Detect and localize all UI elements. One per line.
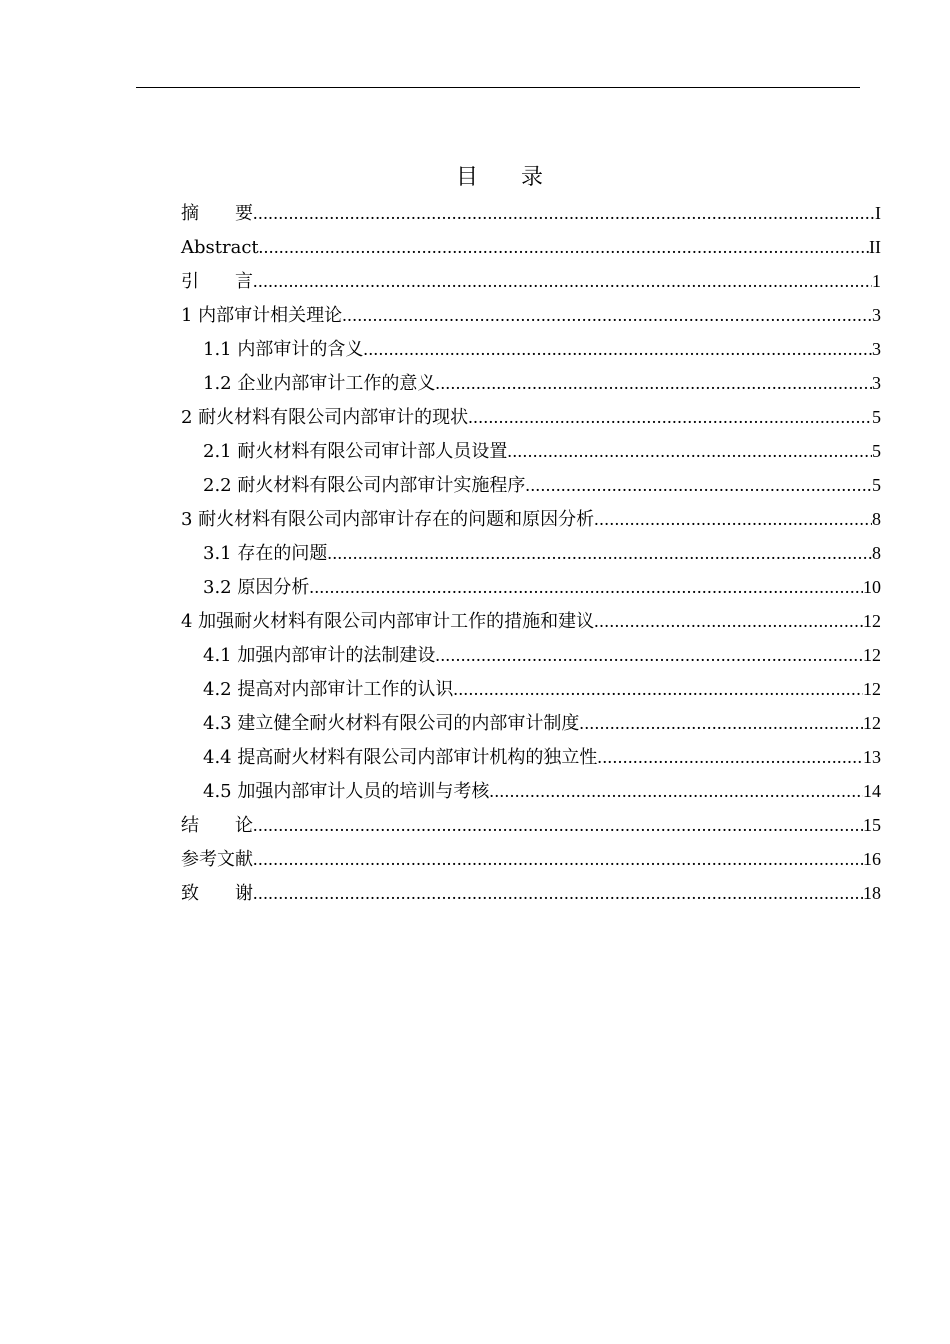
toc-entry-page: 5 xyxy=(872,407,881,427)
toc-entry-chapter-3[interactable] xyxy=(181,502,881,536)
toc-leader xyxy=(594,604,863,638)
toc-entry-section-3-2[interactable] xyxy=(181,570,881,604)
toc-entry-label: 4.2 提高对内部审计工作的认识 xyxy=(203,679,454,700)
toc-entry-label: 摘 要 xyxy=(181,203,253,224)
toc-entry-section-4-4[interactable] xyxy=(181,740,881,774)
toc-entry-section-4-2[interactable] xyxy=(181,672,881,706)
toc-entry-page: 3 xyxy=(872,305,881,325)
table-of-contents xyxy=(181,196,881,910)
toc-leader xyxy=(435,366,872,400)
toc-entry-page: 13 xyxy=(863,747,881,767)
toc-entry-section-1-1[interactable] xyxy=(181,332,881,366)
toc-leader xyxy=(253,264,872,298)
toc-entry-label: 结 论 xyxy=(181,815,253,836)
toc-entry-section-2-1[interactable] xyxy=(181,434,881,468)
toc-leader xyxy=(489,774,863,808)
toc-entry-label: 3.2 原因分析 xyxy=(203,577,310,598)
toc-leader xyxy=(259,230,869,264)
toc-entry-label: 4.4 提高耐火材料有限公司内部审计机构的独立性 xyxy=(203,747,598,768)
toc-entry-acknowledgements[interactable] xyxy=(181,876,881,910)
toc-entry-chapter-1[interactable] xyxy=(181,298,881,332)
toc-entry-label: 3 耐火材料有限公司内部审计存在的问题和原因分析 xyxy=(181,509,595,530)
toc-entry-introduction[interactable] xyxy=(181,264,881,298)
toc-entry-page: II xyxy=(869,237,881,257)
toc-title-part-1: 目 xyxy=(455,165,479,190)
toc-entry-section-4-1[interactable] xyxy=(181,638,881,672)
toc-entry-page: 8 xyxy=(872,509,881,529)
toc-entry-label: Abstract xyxy=(181,237,259,258)
toc-entry-page: 12 xyxy=(863,713,881,733)
toc-leader xyxy=(435,638,863,672)
toc-entry-abstract-cn[interactable] xyxy=(181,196,881,230)
toc-entry-section-4-5[interactable] xyxy=(181,774,881,808)
toc-entry-page: 5 xyxy=(872,475,881,495)
toc-leader xyxy=(253,808,863,842)
toc-entry-label: 4 加强耐火材料有限公司内部审计工作的措施和建议 xyxy=(181,611,595,632)
toc-entry-page: 12 xyxy=(863,645,881,665)
toc-entry-section-4-3[interactable] xyxy=(181,706,881,740)
toc-entry-page: 12 xyxy=(863,611,881,631)
toc-entry-label: 1.1 内部审计的含义 xyxy=(203,339,364,360)
toc-leader xyxy=(309,570,863,604)
header-rule xyxy=(136,87,860,88)
toc-entry-page: 16 xyxy=(863,849,881,869)
toc-entry-chapter-4[interactable] xyxy=(181,604,881,638)
toc-leader xyxy=(468,400,872,434)
toc-entry-label: 4.3 建立健全耐火材料有限公司的内部审计制度 xyxy=(203,713,580,734)
toc-entry-page: 18 xyxy=(863,883,881,903)
toc-entry-section-2-2[interactable] xyxy=(181,468,881,502)
toc-entry-page: 12 xyxy=(863,679,881,699)
toc-leader xyxy=(253,842,863,876)
toc-entry-label: 引 言 xyxy=(181,271,253,292)
toc-leader xyxy=(327,536,872,570)
toc-leader xyxy=(453,672,863,706)
toc-entry-label: 4.1 加强内部审计的法制建设 xyxy=(203,645,436,666)
toc-entry-label: 2.1 耐火材料有限公司审计部人员设置 xyxy=(203,441,508,462)
toc-entry-page: 3 xyxy=(872,339,881,359)
toc-title-part-2: 录 xyxy=(521,165,545,190)
toc-entry-section-1-2[interactable] xyxy=(181,366,881,400)
toc-entry-page: 3 xyxy=(872,373,881,393)
toc-entry-page: 5 xyxy=(872,441,881,461)
toc-leader xyxy=(253,876,863,910)
toc-entry-page: 1 xyxy=(872,271,881,291)
toc-entry-label: 参考文献 xyxy=(181,849,253,870)
toc-leader xyxy=(342,298,872,332)
toc-leader xyxy=(594,502,872,536)
toc-leader xyxy=(253,196,875,230)
toc-leader xyxy=(597,740,863,774)
toc-entry-page: I xyxy=(875,203,881,223)
toc-leader xyxy=(507,434,872,468)
toc-title xyxy=(0,160,950,196)
toc-entry-label: 2 耐火材料有限公司内部审计的现状 xyxy=(181,407,469,428)
toc-entry-page: 10 xyxy=(863,577,881,597)
toc-entry-label: 2.2 耐火材料有限公司内部审计实施程序 xyxy=(203,475,526,496)
toc-leader xyxy=(363,332,872,366)
toc-entry-page: 15 xyxy=(863,815,881,835)
toc-entry-label: 1 内部审计相关理论 xyxy=(181,305,343,326)
toc-leader xyxy=(525,468,872,502)
toc-entry-label: 1.2 企业内部审计工作的意义 xyxy=(203,373,436,394)
toc-entry-references[interactable] xyxy=(181,842,881,876)
toc-entry-section-3-1[interactable] xyxy=(181,536,881,570)
toc-entry-label: 4.5 加强内部审计人员的培训与考核 xyxy=(203,781,490,802)
toc-entry-conclusion[interactable] xyxy=(181,808,881,842)
toc-entry-page: 8 xyxy=(872,543,881,563)
toc-entry-abstract-en[interactable] xyxy=(181,230,881,264)
toc-entry-label: 致 谢 xyxy=(181,883,253,904)
toc-leader xyxy=(579,706,863,740)
toc-entry-chapter-2[interactable] xyxy=(181,400,881,434)
toc-entry-page: 14 xyxy=(863,781,881,801)
toc-entry-label: 3.1 存在的问题 xyxy=(203,543,328,564)
